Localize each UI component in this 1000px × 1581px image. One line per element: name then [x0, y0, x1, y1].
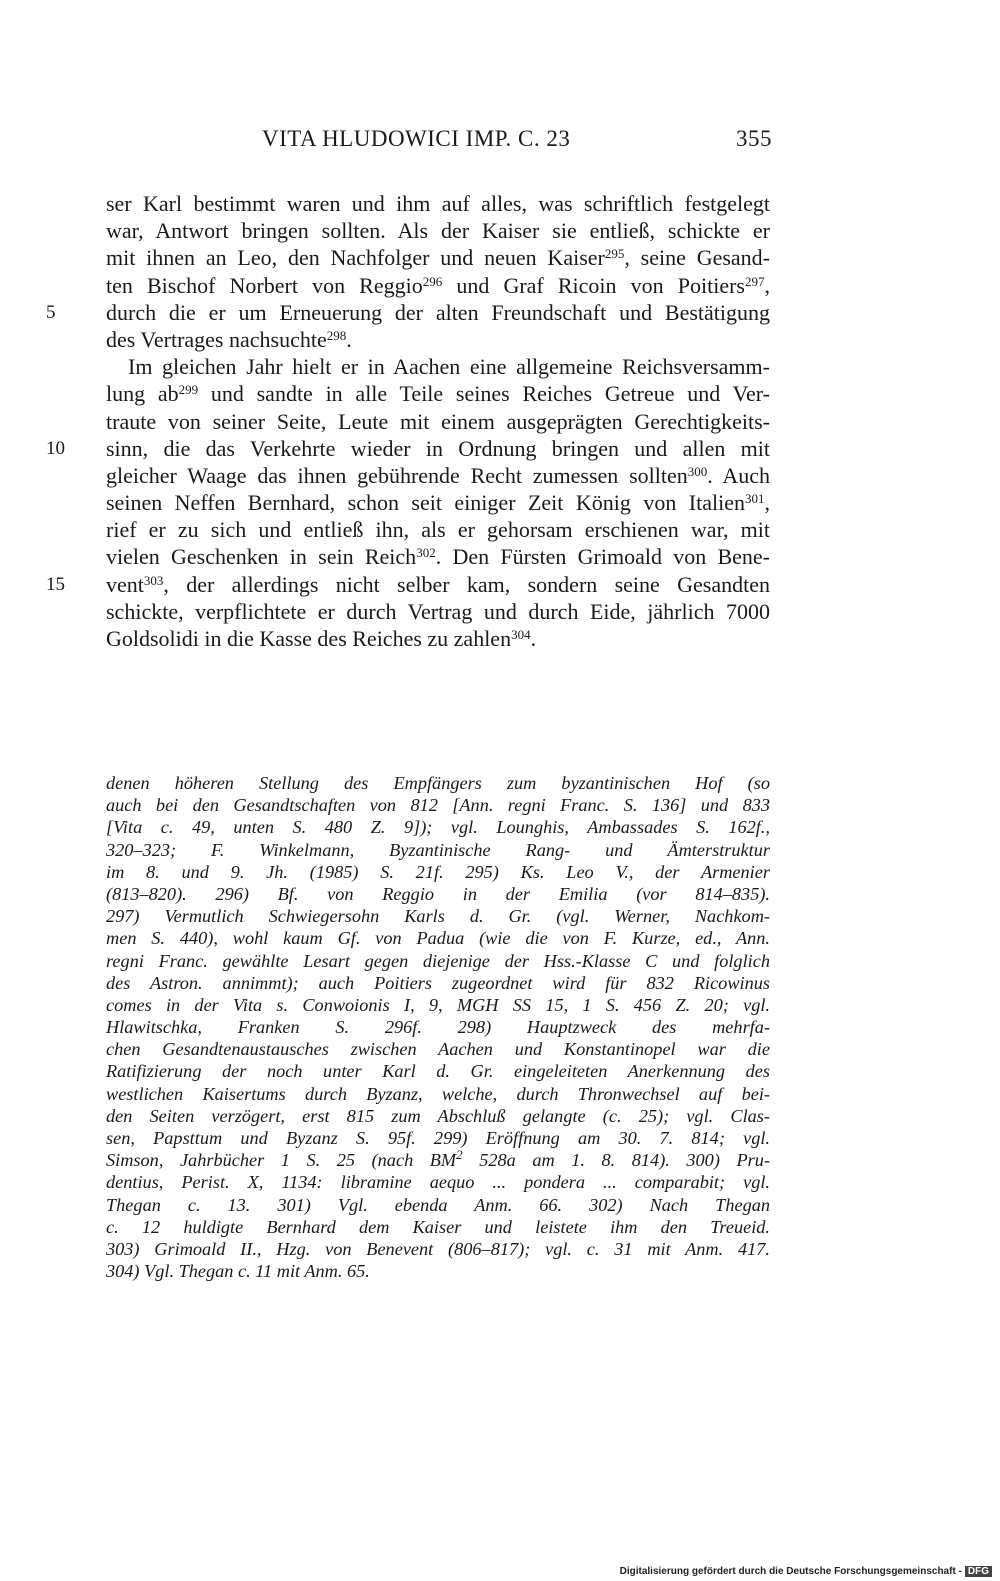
text-segment: 304) Vgl. Thegan c. 11 mit Anm. 65.: [106, 1261, 370, 1282]
footnote-ref: 296: [422, 273, 443, 289]
footnote-ref: 304: [511, 627, 531, 642]
text-segment: und Graf Ricoin von Poitiers: [442, 272, 745, 298]
text-segment: comes in der Vita s. Conwoionis I, 9, MGH SS 15, 1 S. 456 Z. 20; vgl.: [106, 994, 770, 1015]
text-segment: des Vertrages nachsuchte: [106, 326, 327, 352]
text-segment: regni Franc. gewählte Lesart gegen diejenige der Hss.-Klasse C und folglich: [106, 950, 770, 971]
text-line: [106, 326, 770, 353]
text-line: [46, 299, 770, 326]
text-line: [106, 625, 770, 652]
text-segment: Goldsolidi in die Kasse des Reiches zu zahlen: [106, 626, 512, 651]
footnote-line: [106, 905, 770, 927]
text-segment: Im gleichen Jahr hielt er in Aachen eine allgemeine Reichsversamm-: [128, 354, 770, 380]
running-title: VITA HLUDOWICI IMP. C. 23: [262, 126, 571, 151]
text-segment: , seine Gesand-: [624, 245, 770, 271]
footnote-line: [106, 1038, 770, 1060]
text-segment: denen höheren Stellung des Empfängers zum byzantinischen Hof (so: [106, 773, 770, 793]
footnote-line: [106, 1127, 770, 1149]
text-segment: Hlawitschka, Franken S. 296f. 298) Hauptzweck des mehrfa-: [106, 1017, 770, 1038]
text-segment: 320–323; F. Winkelmann, Byzantinische Rang- und Ämterstruktur: [106, 839, 770, 860]
footnote-line: [106, 1194, 770, 1216]
text-segment: dentius, Perist. X, 1134: libramine aequo ... pondera ... comparabit; vgl.: [106, 1172, 770, 1193]
footnote-line: [106, 994, 770, 1016]
text-segment: , der allerdings nicht selber kam, sondern seine Gesandten: [163, 571, 770, 597]
footnote-line: [106, 1083, 770, 1105]
footnote-ref: 2: [456, 1147, 463, 1163]
footnote-ref: 295: [604, 246, 625, 262]
text-line: [106, 516, 770, 543]
text-segment: ser Karl bestimmt waren und ihm auf alles, was schriftlich festgelegt: [106, 191, 770, 216]
text-segment: chen Gesandtenaustausches zwischen Aachen und Konstantinopel war die: [106, 1039, 770, 1060]
text-segment: den Seiten verzögert, erst 815 zum Abschluß gelangte (c. 25); vgl. Clas-: [106, 1105, 770, 1126]
footnote-line: [106, 816, 770, 838]
footnote-line: [106, 1105, 770, 1127]
text-line: [106, 598, 770, 625]
footnote-line: [106, 794, 770, 816]
footnote-ref: 298: [326, 327, 347, 343]
text-segment: (813–820). 296) Bf. von Reggio in der Emilia (vor 814–835).: [106, 883, 770, 904]
text-line: [106, 272, 770, 299]
line-number: 10: [46, 437, 65, 459]
footnote-ref: 301: [745, 491, 765, 507]
footnote-line: [106, 927, 770, 949]
footnote-line: [106, 1060, 770, 1082]
footnote-line: [106, 1260, 770, 1282]
text-segment: mit ihnen an Leo, den Nachfolger und neuen Kaiser: [106, 245, 605, 271]
text-segment: 297) Vermutlich Schwiegersohn Karls d. Gr. (vgl. Werner, Nachkom-: [106, 906, 770, 927]
text-line: [106, 217, 770, 244]
text-segment: ten Bischof Norbert von Reggio: [106, 272, 423, 298]
text-segment: vielen Geschenken in sein Reich: [106, 544, 417, 570]
footnote-line: [106, 861, 770, 883]
text-segment: des Astron. annimmt); auch Poitiers zugeordnet wird für 832 Ricowinus: [106, 972, 770, 993]
text-segment: rief er zu sich und entließ ihn, als er gehorsam erschienen war, mit: [106, 517, 770, 543]
footnote-line: [106, 1016, 770, 1038]
text-segment: 528a am 1. 8. 814). 300) Pru-: [462, 1150, 770, 1171]
text-line: [46, 571, 770, 598]
footnote-ref: 297: [744, 273, 765, 289]
text-line: [106, 353, 770, 380]
text-segment: im 8. und 9. Jh. (1985) S. 21f. 295) Ks. Leo V., der Armenier: [106, 861, 770, 882]
footnotes: [106, 772, 770, 1282]
text-segment: c. 12 huldigte Bernhard dem Kaiser und leistete ihm den Treueid.: [106, 1216, 770, 1237]
text-segment: sen, Papsttum und Byzanz S. 95f. 299) Eröffnung am 30. 7. 814; vgl.: [106, 1128, 770, 1148]
text-line: [106, 408, 770, 435]
text-segment: gleicher Waage das ihnen gebührende Recht zumessen sollten: [106, 462, 688, 488]
footnote-line: [106, 1149, 770, 1171]
text-segment: . Den Fürsten Grimoald von Bene-: [435, 544, 770, 570]
text-segment: Simson, Jahrbücher 1 S. 25 (nach BM: [106, 1150, 457, 1171]
footnote-ref: 303: [143, 572, 164, 588]
text-segment: Thegan c. 13. 301) Vgl. ebenda Anm. 66. 302) Nach Thegan: [106, 1194, 770, 1215]
page-number: 355: [736, 126, 772, 151]
text-line: [46, 435, 770, 462]
text-segment: westlichen Kaisertums durch Byzanz, welche, durch Thronwechsel auf bei-: [106, 1083, 770, 1104]
text-segment: .: [346, 326, 352, 352]
funding-text: Digitalisierung gefördert durch die Deutsche Forschungsgemeinschaft -: [619, 1566, 962, 1577]
footnote-line: [106, 972, 770, 994]
text-line: [106, 462, 770, 489]
footnote-line: [106, 839, 770, 861]
text-segment: . Auch: [707, 462, 770, 488]
footnote-ref: 300: [687, 463, 708, 479]
text-segment: traute von seiner Seite, Leute mit einem ausgeprägten Gerechtigkeits-: [106, 408, 770, 434]
footnote-line: [106, 772, 770, 794]
footnote-line: [106, 950, 770, 972]
text-segment: sinn, die das Verkehrte wieder in Ordnung bringen und allen mit: [106, 435, 770, 461]
footnote-line: [106, 1171, 770, 1193]
text-line: [106, 244, 770, 271]
text-line: [106, 190, 770, 217]
footnote-ref: 299: [178, 382, 199, 398]
text-segment: men S. 440), wohl kaum Gf. von Padua (wie die von F. Kurze, ed., Ann.: [106, 928, 770, 949]
running-header: [262, 126, 772, 160]
text-segment: lung ab: [106, 381, 179, 407]
footnote-line: [106, 1238, 770, 1260]
funding-footer: [620, 1566, 992, 1577]
text-segment: auch bei den Gesandtschaften von 812 [Ann. regni Franc. S. 136] und 833: [106, 795, 770, 816]
footnote-ref: 302: [416, 545, 436, 561]
text-segment: durch die er um Erneuerung der alten Freundschaft und Bestätigung: [106, 299, 770, 325]
text-segment: vent: [106, 571, 144, 597]
main-text: [46, 190, 770, 652]
text-segment: .: [530, 626, 537, 651]
text-segment: seinen Neffen Bernhard, schon seit einiger Zeit König von Italien: [106, 490, 745, 516]
text-segment: 303) Grimoald II., Hzg. von Benevent (806–817); vgl. c. 31 mit Anm. 417.: [106, 1238, 770, 1259]
text-segment: ,: [764, 490, 770, 516]
text-segment: und sandte in alle Teile seines Reiches Getreue und Ver-: [198, 381, 770, 407]
text-line: [106, 380, 770, 407]
line-number: 5: [46, 301, 56, 323]
footnote-line: [106, 1216, 770, 1238]
text-segment: Ratifizierung der noch unter Karl d. Gr. eingeleiteten Anerkennung des: [106, 1061, 770, 1082]
text-segment: ,: [764, 272, 770, 298]
text-line: [106, 489, 770, 516]
text-segment: war, Antwort bringen sollten. Als der Kaiser sie entließ, schickte er: [106, 218, 770, 244]
dfg-logo: DFG: [965, 1566, 992, 1577]
footnote-line: [106, 883, 770, 905]
text-segment: schickte, verpflichtete er durch Vertrag und durch Eide, jährlich 7000: [106, 598, 770, 624]
text-line: [106, 543, 770, 570]
line-number: 15: [46, 573, 65, 595]
text-segment: [Vita c. 49, unten S. 480 Z. 9]); vgl. Lounghis, Ambassades S. 162f.,: [106, 817, 770, 838]
